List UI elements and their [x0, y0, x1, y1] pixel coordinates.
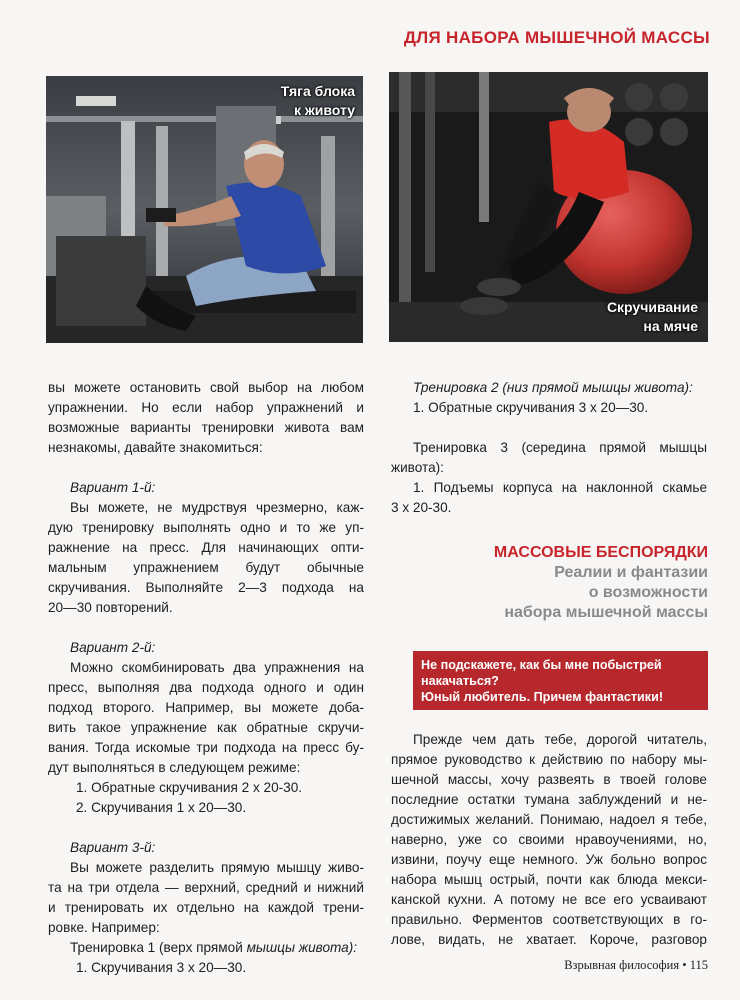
text-line: вы можете остановить свой выбор на любом [48, 380, 364, 395]
text-line: канской кухни. А потому не все его усваивают [391, 892, 707, 907]
variant-3-title: Вариант 3-й: [70, 840, 156, 855]
photo-caption-right [607, 298, 698, 336]
text-line: лове, видать, не хватает. Короче, разговор [391, 932, 707, 947]
training-1-prefix: Тренировка 1 (верх прямой [70, 940, 247, 955]
photo-ball-crunch [389, 72, 708, 342]
text-line: наверно, уже со своими нравоучениями, но, [391, 832, 707, 847]
photo-caption-left [281, 82, 355, 120]
list-item: 2. Скручивания 1 х 20—30. [76, 800, 247, 815]
text-line: вить такое упражнение как обратные скручи- [48, 720, 364, 735]
training-1-italic: мышцы живота): [246, 940, 358, 955]
page-footer: Взрывная философия • 115 [564, 958, 708, 972]
text-line: живота): [391, 460, 444, 475]
page-header-title: ДЛЯ НАБОРА МЫШЕЧНОЙ МАССЫ [403, 28, 710, 47]
text-line: дую тренировку выполнять одно и то же уп- [48, 520, 364, 535]
text-line: последние остатки тумана заблуждений и не- [391, 792, 707, 807]
caption-line: Скручивание [606, 299, 698, 315]
list-item: 1. Обратные скручивания 3 х 20—30. [413, 400, 649, 415]
variant-1-title: Вариант 1-й: [70, 480, 156, 495]
text-line: мальным упражнением будут обычные [48, 560, 364, 575]
list-item: 1. Подъемы корпуса на наклонной скамье [413, 480, 707, 495]
text-line: извини, поучу еще немного. Уж больно вопрос [391, 852, 707, 867]
text-line: упражнении. Но если набор упражнений и [48, 400, 364, 415]
text-line: правильно. Ферментов соответствующих в го- [391, 912, 707, 927]
training-2-title: Тренировка 2 (низ прямой мышцы живота): [413, 380, 693, 395]
text-line: прямое руководство к действию по набору мы- [391, 752, 707, 767]
text-line: и тренировать их отдельно на каждой трени- [48, 900, 364, 915]
quote-line: Юный любитель. Причем фантастики! [421, 690, 664, 704]
text-line: подход второго. Например, вы можете доба- [48, 700, 364, 715]
text-line: ражнение на пресс. Для начинающих опти- [48, 540, 364, 555]
list-item: 1. Скручивания 3 х 20—30. [76, 960, 247, 975]
left-column-text [48, 378, 364, 978]
text-line: достижимых желаний. Понимаю, надоел я тебе, [391, 812, 707, 827]
text-line: набора мышц острый, почти как блюда мекси- [391, 872, 707, 887]
list-item: 1. Обратные скручивания 2 х 20-30. [76, 780, 303, 795]
text-line: Вы можете, не мудрствуя чрезмерно, каж- [70, 500, 364, 515]
text-line: Прежде чем дать тебе, дорогой читатель, [413, 732, 707, 747]
text-line: незнакомы, давайте знакомиться: [48, 440, 263, 455]
section-subtitle-line: Реалии и фантазии [554, 564, 708, 581]
right-column-text [391, 378, 707, 518]
training-1-title [48, 938, 364, 958]
photo-cable-row [46, 76, 363, 343]
caption-line: на мяче [643, 318, 698, 334]
quote-line: Не подскажете, как бы мне побыстрей [421, 658, 662, 672]
article-body-right [391, 730, 707, 950]
text-line: Можно скомбинировать два упражнения на [70, 660, 364, 675]
reader-question-box [413, 651, 708, 710]
caption-line: к животу [293, 102, 355, 118]
text-line: дут выполняться в следующем режиме: [48, 760, 301, 775]
section-subtitle-line: о возможности [588, 584, 708, 601]
text-line: возможные варианты тренировки живота вам [48, 420, 364, 435]
text-line: скручивания. Выполняйте 2—3 подхода на [48, 580, 364, 595]
quote-line: накачаться? [421, 674, 499, 688]
variant-2-title: Вариант 2-й: [70, 640, 156, 655]
section-heading [494, 543, 708, 623]
text-line: вания. Тогда искомые три подхода на пресс бу- [48, 740, 364, 755]
text-line: шечной массы, хочу развеять в твоей голове [391, 772, 707, 787]
caption-line: Тяга блока [280, 83, 355, 99]
list-item: 3 х 20-30. [391, 500, 452, 515]
section-title: МАССОВЫЕ БЕСПОРЯДКИ [493, 544, 708, 561]
text-line: Вы можете разделить прямую мышцу живо- [70, 860, 364, 875]
text-line: пресс, выполняя два подхода одного и один [48, 680, 364, 695]
section-subtitle-line: набора мышечной массы [504, 604, 708, 621]
text-line: Тренировка 3 (середина прямой мышцы [413, 440, 707, 455]
text-line: 20—30 повторений. [48, 600, 173, 615]
text-line: та на три отдела — верхний, средний и нижний [48, 880, 364, 895]
text-line: ровке. Например: [48, 920, 160, 935]
